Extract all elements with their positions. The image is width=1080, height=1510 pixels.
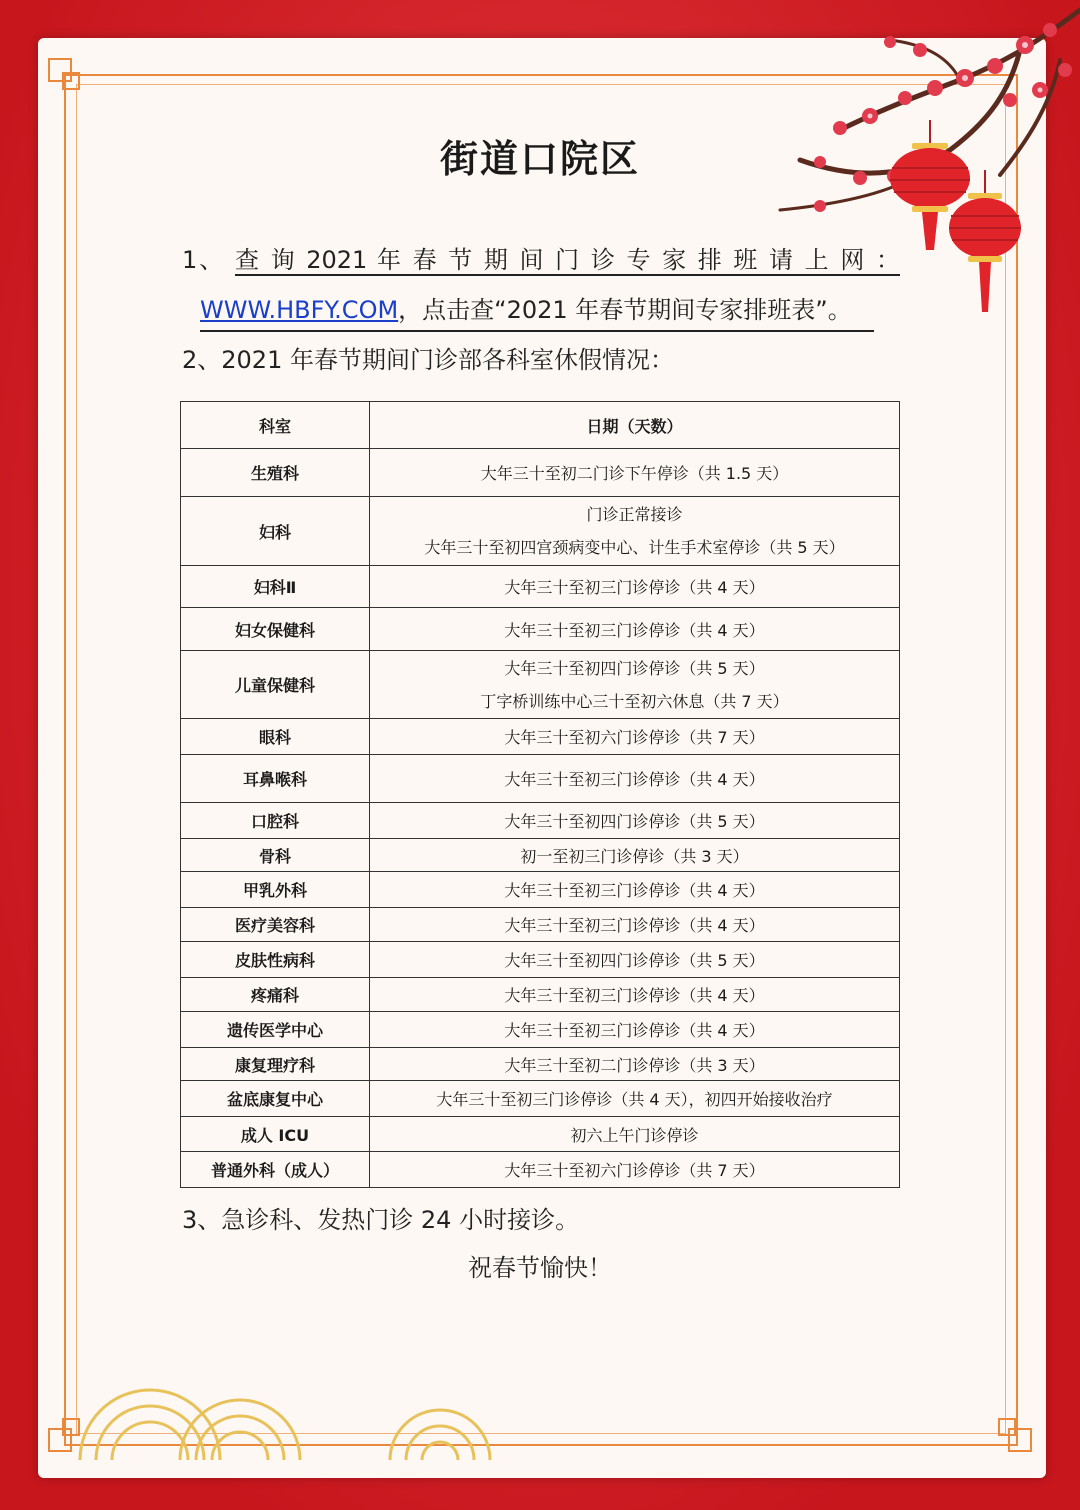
notice-1-line-2 — [200, 290, 874, 332]
date-line: 大年三十至初三门诊停诊（共 4 天） — [504, 770, 765, 789]
department-cell: 普通外科（成人） — [181, 1152, 370, 1188]
date-cell — [370, 566, 900, 608]
date-cell — [370, 651, 900, 719]
frame-corner-ornament — [48, 58, 82, 92]
date-line: 大年三十至初四门诊停诊（共 5 天） — [504, 658, 765, 678]
department-cell: 康复理疗科 — [181, 1048, 370, 1081]
date-line: 大年三十至初三门诊停诊（共 4 天） — [504, 578, 765, 597]
table-row — [181, 755, 900, 803]
table-row — [181, 497, 900, 566]
date-cell — [370, 608, 900, 651]
table-header-row — [181, 402, 900, 449]
date-line: 大年三十至初六门诊停诊（共 7 天） — [504, 728, 765, 747]
table-row — [181, 839, 900, 872]
date-line: 初六上午门诊停诊 — [570, 1125, 699, 1145]
date-line: 门诊正常接诊 — [586, 505, 683, 524]
table-row — [181, 449, 900, 497]
department-cell: 疼痛科 — [181, 978, 370, 1012]
date-cell — [370, 908, 900, 942]
date-line: 大年三十至初四门诊停诊（共 5 天） — [504, 951, 765, 970]
table-row — [181, 1081, 900, 1117]
table-row — [181, 1117, 900, 1152]
date-line: 大年三十至初四宫颈病变中心、计生手术室停诊（共 5 天） — [424, 538, 845, 557]
notice-1-line-1 — [182, 240, 900, 280]
date-cell — [370, 755, 900, 803]
table-row — [181, 908, 900, 942]
date-cell — [370, 978, 900, 1012]
table-row — [181, 651, 900, 719]
department-cell: 医疗美容科 — [181, 908, 370, 942]
date-cell — [370, 497, 900, 566]
date-cell — [370, 1012, 900, 1048]
department-cell: 遗传医学中心 — [181, 1012, 370, 1048]
page-title: 街道口院区 — [439, 137, 640, 181]
date-cell — [370, 839, 900, 872]
date-cell — [370, 872, 900, 908]
table-row — [181, 566, 900, 608]
date-line: 初一至初三门诊停诊（共 3 天） — [520, 846, 749, 866]
date-cell — [370, 449, 900, 497]
notice-2: 2、2021 年春节期间门诊部各科室休假情况： — [182, 346, 674, 374]
date-cell — [370, 1081, 900, 1117]
date-line: 大年三十至初三门诊停诊（共 4 天） — [504, 620, 765, 640]
date-cell — [370, 1117, 900, 1152]
date-cell — [370, 942, 900, 978]
department-cell: 妇科 — [181, 497, 370, 566]
department-cell: 妇科Ⅱ — [181, 566, 370, 608]
table-row — [181, 1152, 900, 1188]
notice-1-suffix: ，点击查“2021 年春节期间专家排班表”。 — [398, 296, 852, 324]
department-cell: 儿童保健科 — [181, 651, 370, 719]
department-cell: 甲乳外科 — [181, 872, 370, 908]
department-schedule-table — [180, 401, 900, 1188]
date-line: 大年三十至初六门诊停诊（共 7 天） — [504, 1161, 765, 1180]
table-row — [181, 803, 900, 839]
greeting: 祝春节愉快！ — [468, 1254, 612, 1282]
department-cell: 妇女保健科 — [181, 608, 370, 651]
table-body — [181, 449, 900, 1188]
date-line: 丁字桥训练中心三十至初六休息（共 7 天） — [480, 691, 789, 711]
notice-number: 1、 — [182, 246, 226, 274]
date-line: 大年三十至初四门诊停诊（共 5 天） — [504, 812, 765, 831]
table-row — [181, 719, 900, 755]
table-row — [181, 872, 900, 908]
golden-cloud-decoration — [60, 1360, 580, 1470]
department-cell: 耳鼻喉科 — [181, 755, 370, 803]
column-header-date: 日期（天数） — [370, 402, 900, 449]
date-line: 大年三十至初三门诊停诊（共 4 天） — [504, 986, 765, 1005]
table-row — [181, 978, 900, 1012]
department-cell: 口腔科 — [181, 803, 370, 839]
table-row — [181, 608, 900, 651]
department-cell: 生殖科 — [181, 449, 370, 497]
date-line: 大年三十至初二门诊停诊（共 3 天） — [504, 1055, 765, 1075]
date-line: 大年三十至初三门诊停诊（共 4 天） — [504, 916, 765, 935]
date-cell — [370, 1048, 900, 1081]
date-cell — [370, 803, 900, 839]
date-line: 大年三十至初三门诊停诊（共 4 天） — [504, 881, 765, 900]
department-cell: 皮肤性病科 — [181, 942, 370, 978]
date-line: 大年三十至初二门诊下午停诊（共 1.5 天） — [480, 464, 789, 483]
department-cell: 盆底康复中心 — [181, 1081, 370, 1117]
date-cell — [370, 719, 900, 755]
date-cell — [370, 1152, 900, 1188]
department-cell: 骨科 — [181, 839, 370, 872]
website-link[interactable]: WWW.HBFY.COM — [200, 296, 399, 324]
table-row — [181, 942, 900, 978]
notice-3: 3、急诊科、发热门诊 24 小时接诊。 — [182, 1206, 580, 1234]
date-line: 大年三十至初三门诊停诊（共 4 天），初四开始接收治疗 — [436, 1090, 833, 1109]
table-row — [181, 1048, 900, 1081]
department-cell: 成人 ICU — [181, 1117, 370, 1152]
department-cell: 眼科 — [181, 719, 370, 755]
notice-1-text: 查 询 2021 年 春 节 期 间 门 诊 专 家 排 班 请 上 网 ： — [234, 246, 900, 274]
date-line: 大年三十至初三门诊停诊（共 4 天） — [504, 1021, 765, 1040]
frame-corner-ornament — [998, 1418, 1032, 1452]
column-header-department: 科室 — [181, 402, 370, 449]
table-row — [181, 1012, 900, 1048]
